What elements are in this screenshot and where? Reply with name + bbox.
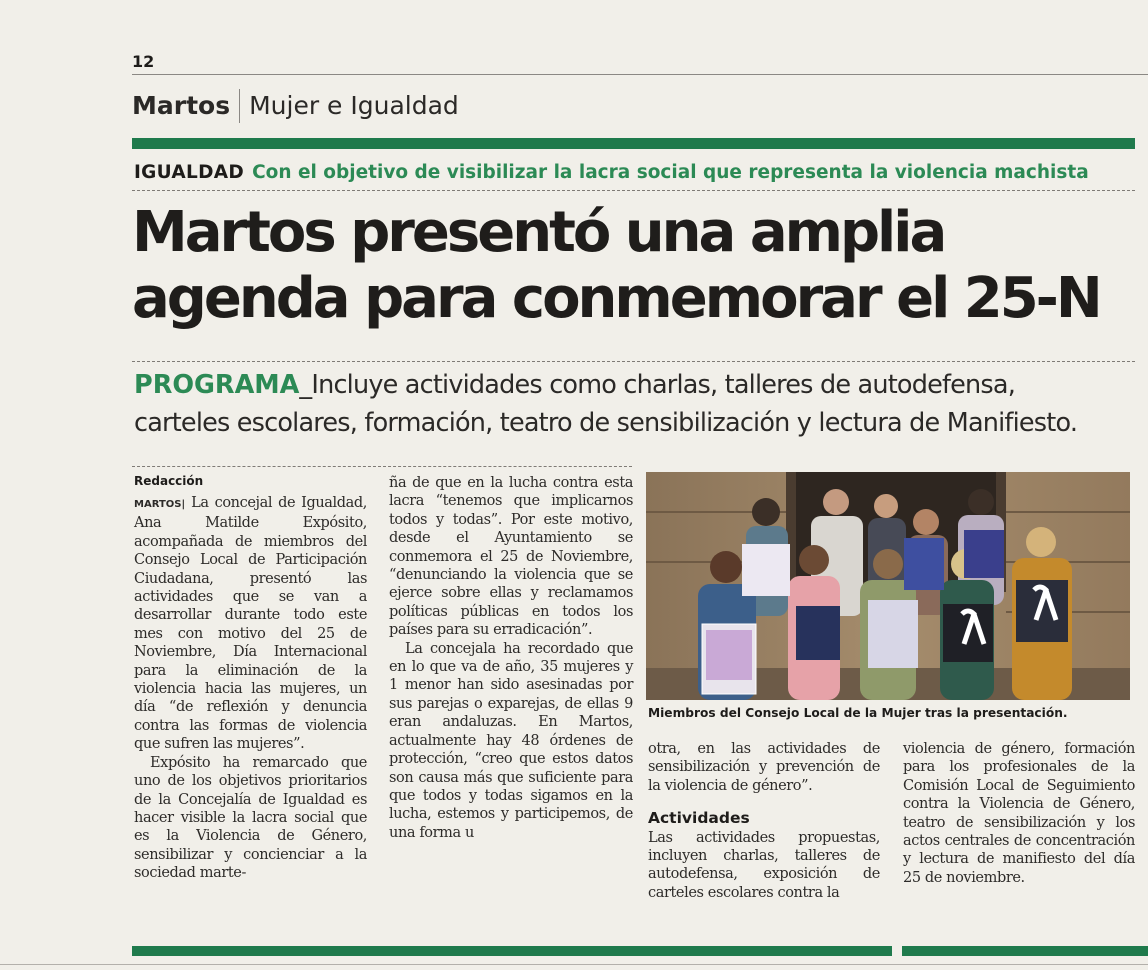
bottom-green-bar-left [132, 946, 892, 956]
col3-paragraph-1: otra, en las actividades de sensibilización y prevención de la violencia de género”. [648, 741, 880, 794]
kicker-text: Con el objetivo de visibilizar la lacra social que representa la violencia machista [252, 161, 1089, 183]
article-photo [646, 472, 1130, 700]
section-subsection: Mujer e Igualdad [249, 91, 459, 120]
dateline: MARTOS| [134, 499, 186, 510]
article-column-4 [903, 740, 1135, 887]
kicker [134, 156, 1134, 188]
kicker-dashed-rule [132, 190, 1135, 191]
kicker-label: IGUALDAD [134, 161, 245, 183]
article-column-3 [648, 740, 880, 902]
photo-caption: Miembros del Consejo Local de la Mujer tras la presentación. [648, 706, 1068, 720]
headline-dashed-rule [132, 361, 1135, 362]
deck-line-2: carteles escolares, formación, teatro de sensibilización y lectura de Manifiesto. [134, 408, 1078, 438]
deck-line-1 [134, 366, 1144, 404]
bottom-rule [0, 964, 1148, 965]
bottom-green-bar-right [902, 946, 1148, 956]
col2-paragraph-1: ña de que en la lucha contra esta lacra “tenemos que implicarnos todos y todas”. Por este motivo, desde el Ayuntamiento se conmemora el 25 de Noviembre, “denunciando la violencia que se ejerce sobre ellas y reclamamos políticas públicas en todos los países para su erradicación”. [389, 475, 633, 639]
col1-paragraph-1-text: La concejal de Igualdad, Ana Matilde Expósito, acompañada de miembros del Consejo Local de Participación Ciudadana, presentó las actividades que se van a desarrollar durante todo este mes con motivo del 25 de Noviembre, Día Internacional para la eliminación de la violencia hacia las mujeres, un día “de reflexión y denuncia contra las formas de violencia que sufren las mujeres”. [134, 495, 368, 753]
page-number: 12 [132, 52, 155, 71]
headline-line-2: agenda para conmemorar el 25-N [132, 266, 1100, 331]
deck-line-1-text: _Incluye actividades como charlas, talleres de autodefensa, [299, 370, 1016, 400]
article-column-1 [134, 494, 367, 883]
headline [132, 200, 1142, 332]
section-header [132, 86, 459, 126]
col1-paragraph-2: Expósito ha remarcado que uno de los objetivos prioritarios de la Concejalía de Igualdad es hacer visible la lacra social que es la Violencia de Género, sensibilizar y concienciar a la sociedad marte- [134, 754, 367, 882]
col2-paragraph-2: La concejala ha recordado que en lo que va de año, 35 mujeres y 1 menor han sido asesinadas por sus parejas o exparejas, de ellas 9 eran andaluzas. En Martos, actualmente hay 48 órdenes de protección, “creo que estos datos son causa más que suficiente para que todos y todas sigamos en la lucha, estemos y participemos, de una forma u [389, 640, 633, 841]
section-name: Martos [132, 89, 240, 123]
section-green-bar [132, 138, 1135, 149]
subhead-actividades: Actividades [648, 809, 750, 828]
col4-paragraph-1: violencia de género, formación para los profesionales de la Comisión Local de Seguimiento contra la Violencia de Género, teatro de sensibilización y los actos centrales de concentración y lectura de manifiesto del día 25 de noviembre. [903, 741, 1135, 886]
article-column-2 [389, 474, 633, 842]
headline-line-1: Martos presentó una amplia [132, 200, 945, 265]
deck-label: PROGRAMA [134, 370, 300, 400]
col3-paragraph-2: Las actividades propuestas, incluyen charlas, talleres de autodefensa, exposición de carteles escolares contra la [648, 829, 880, 901]
byline: Redacción [134, 474, 204, 488]
deck-dashed-rule [132, 466, 632, 467]
top-rule [132, 74, 1148, 75]
col1-paragraph-1 [134, 494, 367, 754]
group-photo-illustration [646, 472, 1130, 700]
deck [134, 366, 1144, 442]
